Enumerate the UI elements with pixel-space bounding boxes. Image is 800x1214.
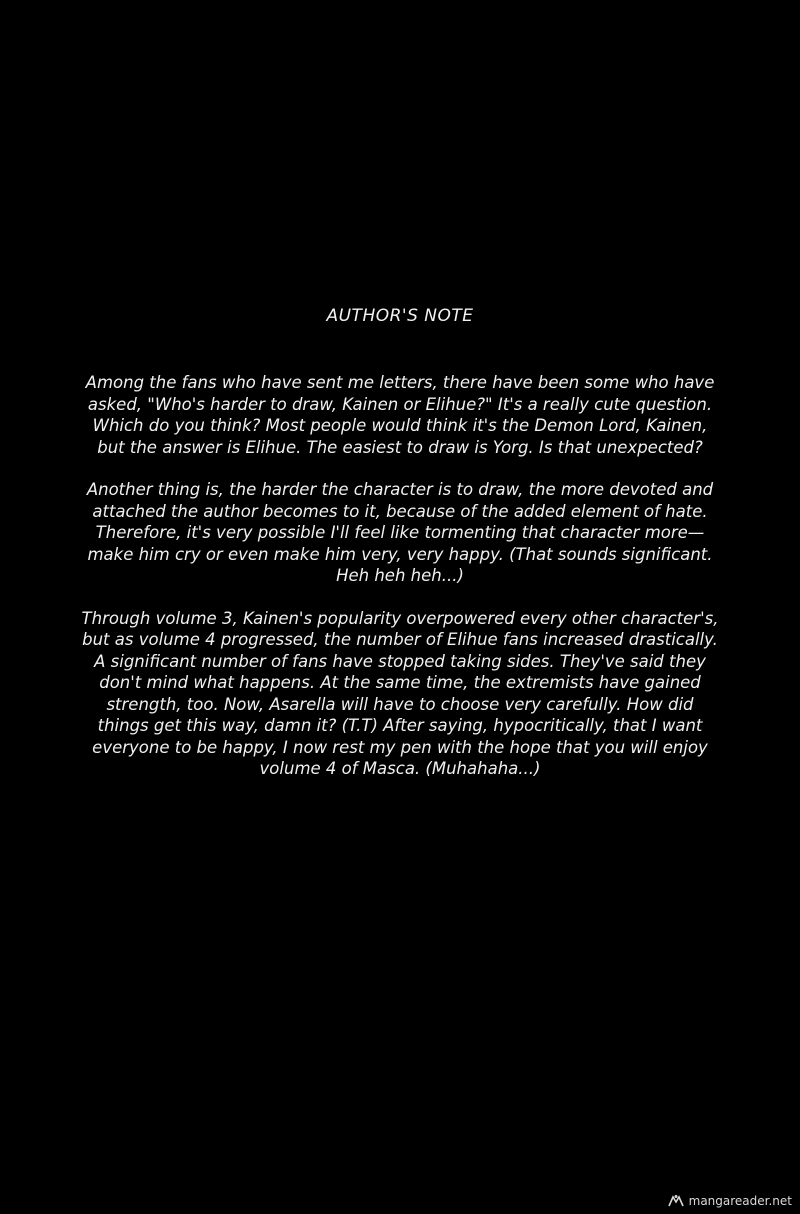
mangareader-logo-icon <box>667 1194 685 1208</box>
text-line: volume 4 of Masca. (Muhahaha...) <box>259 759 541 778</box>
text-line: everyone to be happy, I now rest my pen with the hope that you will enjoy <box>92 737 708 757</box>
text-line: things get this way, damn it? (T.T) After saying, hypocritically, that I want <box>97 716 703 735</box>
watermark <box>667 1194 792 1208</box>
text-line: don't mind what happens. At the same time, the extremists have gained <box>99 673 701 692</box>
text-line: Through volume 3, Kainen's popularity overpowered every other character's, <box>81 608 719 628</box>
text-line: strength, too. Now, Asarella will have to choose very carefully. How did <box>106 694 694 714</box>
text-line: Among the fans who have sent me letters, there have been some who have <box>85 373 715 392</box>
text-line: but the answer is Elihue. The easiest to draw is Yorg. Is that unexpected? <box>97 437 703 457</box>
text-line: Which do you think? Most people would think it's the Demon Lord, Kainen, <box>92 416 708 435</box>
text-line: Therefore, it's very possible I'll feel like tormenting that character more— <box>95 523 705 542</box>
text-line: attached the author becomes to it, because of the added element of hate. <box>92 501 708 521</box>
paragraph-1 <box>60 372 740 458</box>
text-line: but as volume 4 progressed, the number of Elihue fans increased drastically. <box>82 630 718 649</box>
text-line: A significant number of fans have stopped taking sides. They've said they <box>94 651 706 671</box>
text-line: make him cry or even make him very, very happy. (That sounds significant. <box>87 544 713 564</box>
text-line: Another thing is, the harder the character is to draw, the more devoted and <box>86 480 714 499</box>
text-line: asked, "Who's harder to draw, Kainen or Elihue?" It's a really cute question. <box>87 394 713 414</box>
page-title: AUTHOR'S NOTE <box>326 306 474 326</box>
text-line: Heh heh heh...) <box>336 566 464 585</box>
note-body <box>60 372 740 801</box>
paragraph-2 <box>60 479 740 587</box>
watermark-text: mangareader.net <box>688 1194 792 1208</box>
paragraph-3 <box>60 608 740 780</box>
